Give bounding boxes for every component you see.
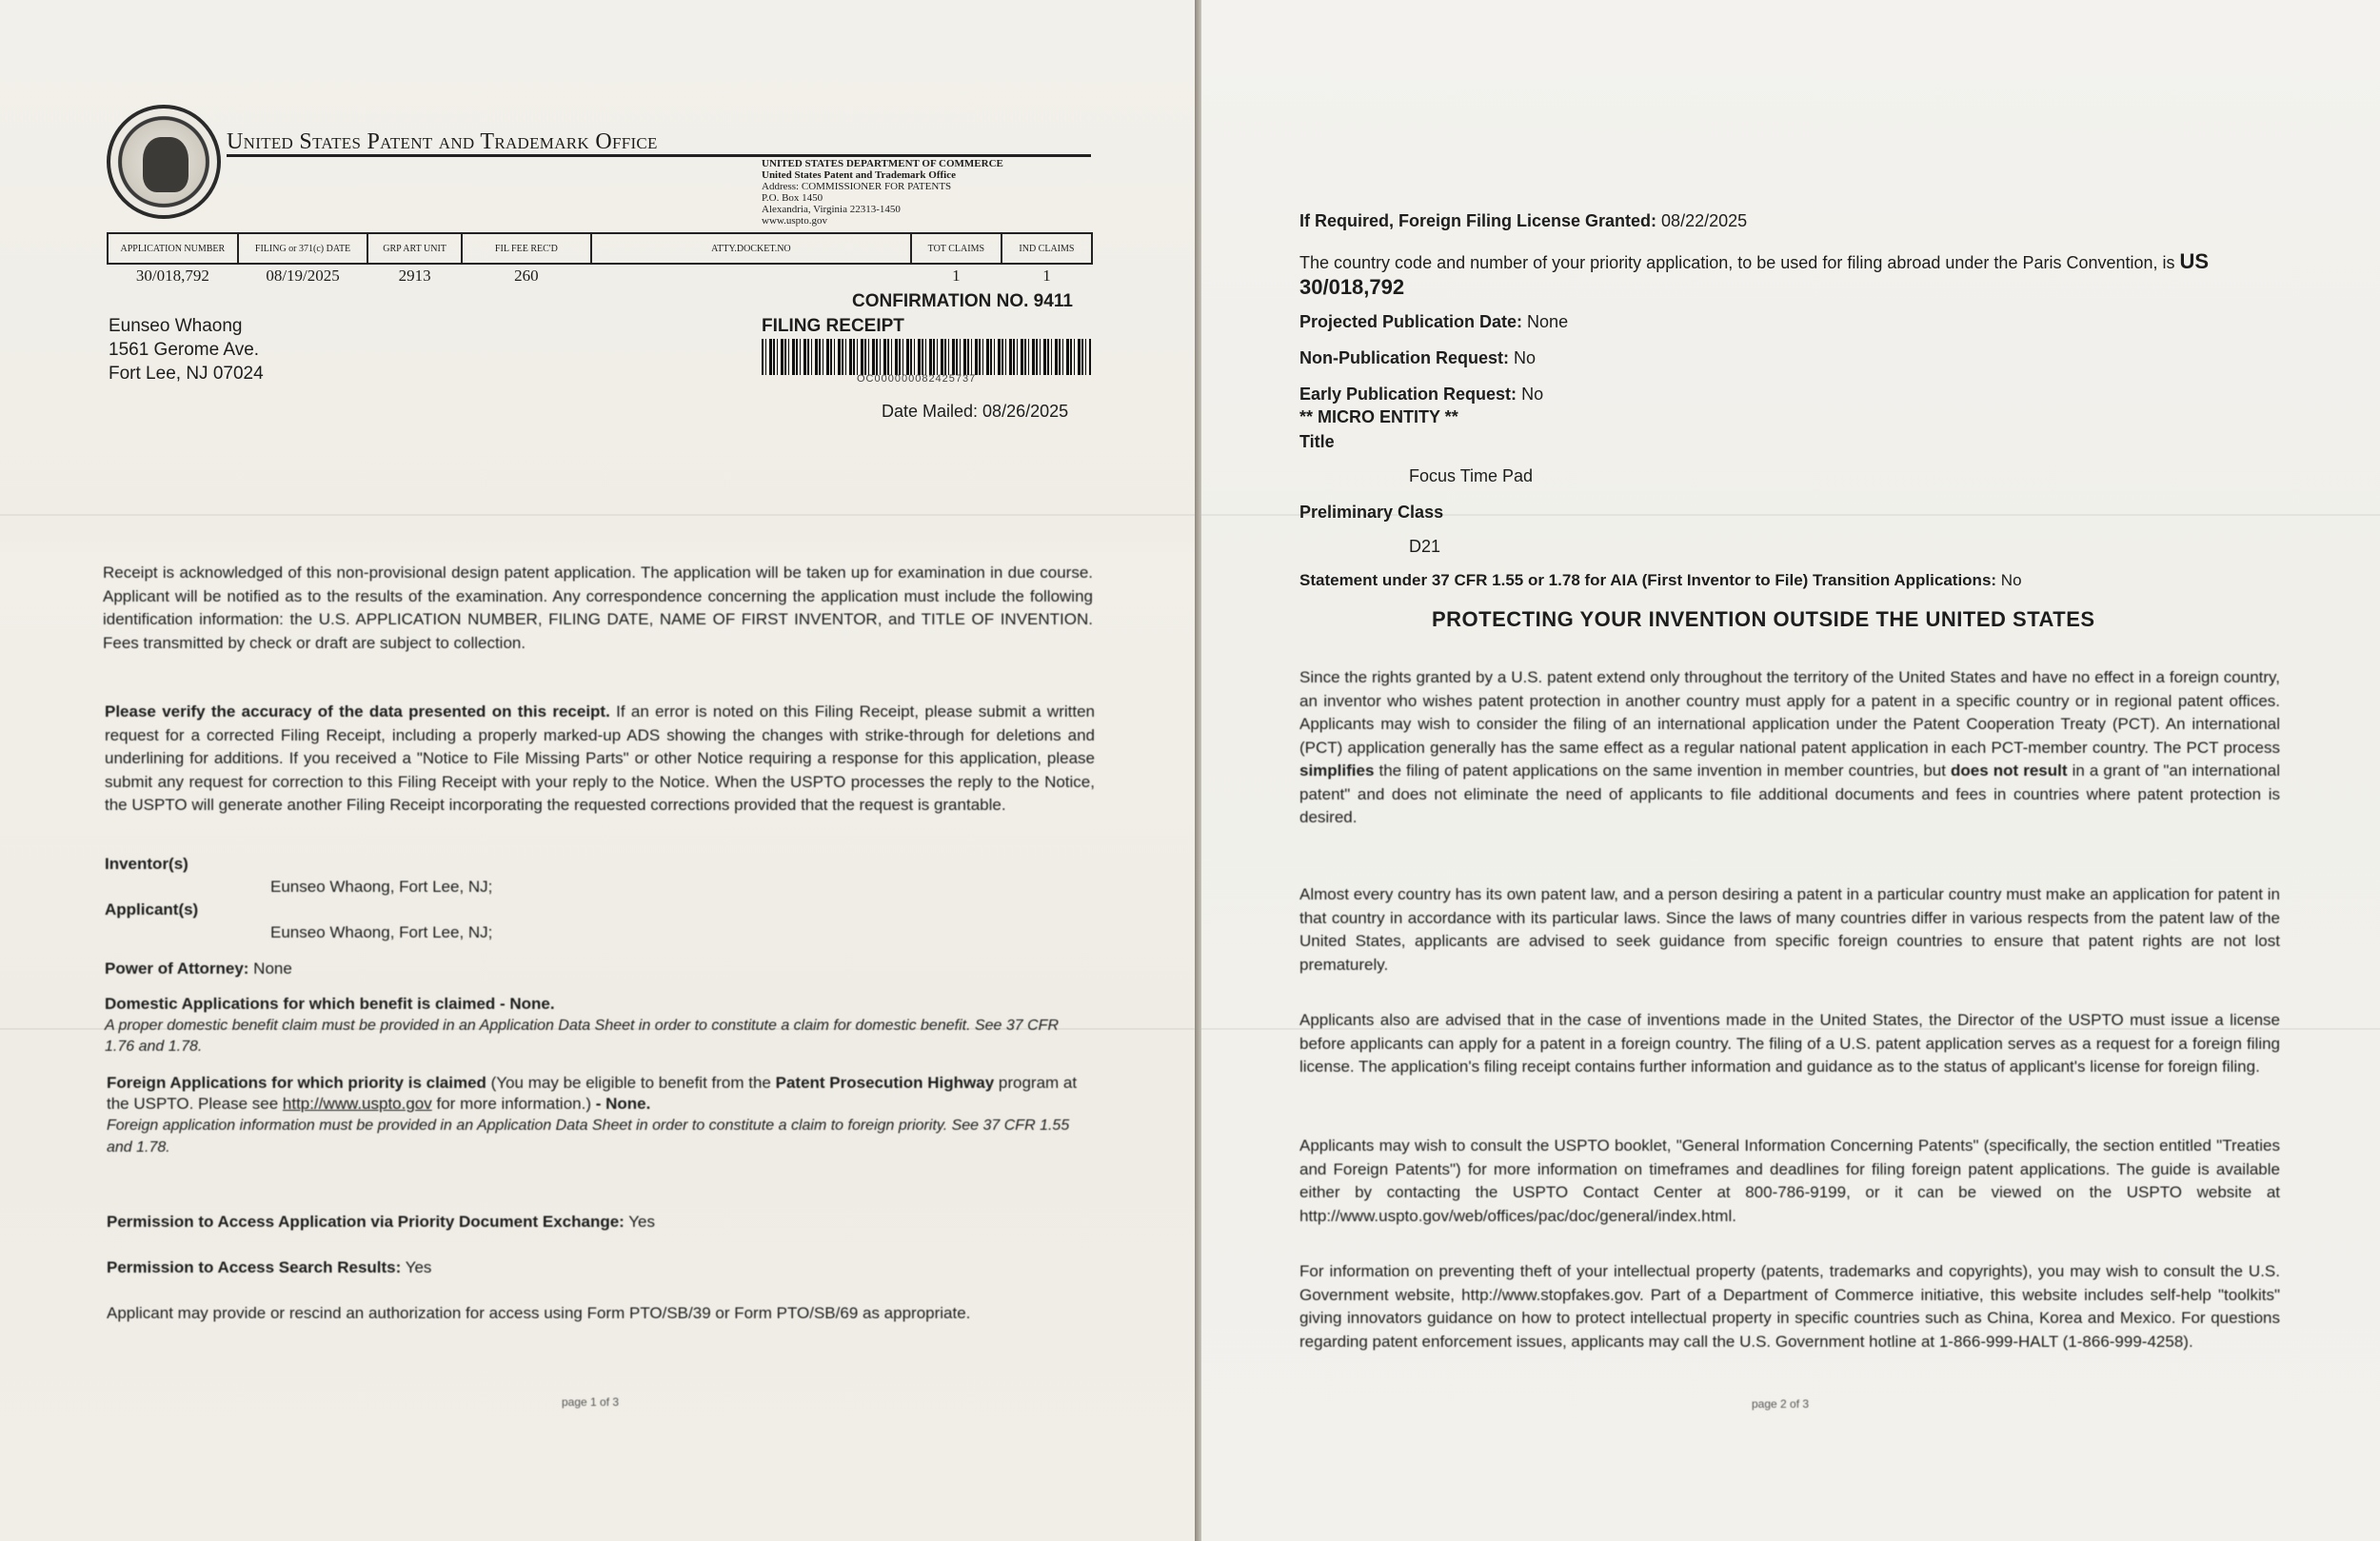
foreign-text: for more information.) xyxy=(431,1095,596,1113)
dept-line: UNITED STATES DEPARTMENT OF COMMERCE xyxy=(762,158,1003,169)
search-results-permission xyxy=(107,1258,431,1277)
micro-entity-label: ** MICRO ENTITY ** xyxy=(1299,407,1458,426)
foreign-protection-paragraph xyxy=(1299,666,2280,830)
table-header: ATTY.DOCKET.NO xyxy=(591,233,911,264)
title-rule xyxy=(227,154,1091,157)
paper-fold xyxy=(0,514,1195,516)
barcode-number: OC000000082425737 xyxy=(857,373,977,385)
table-header: FIL FEE REC'D xyxy=(462,233,591,264)
foreign-label: Foreign Applications for which priority is claimed xyxy=(107,1074,486,1092)
foreign-none: - None. xyxy=(595,1095,651,1113)
applicant-value: Eunseo Whaong, Fort Lee, NJ; xyxy=(270,923,493,941)
aia-statement xyxy=(1299,571,2022,590)
address-line: Fort Lee, NJ 07024 xyxy=(109,364,264,384)
address-line: Eunseo Whaong xyxy=(109,316,243,336)
power-of-attorney xyxy=(105,959,292,978)
table-header: GRP ART UNIT xyxy=(367,233,461,264)
dept-line: United States Patent and Trademark Office xyxy=(762,169,956,181)
authorization-text: Applicant may provide or rescind an authorization for access using Form PTO/SB/39 or Form PTO/SB/69 as appropriate. xyxy=(107,1304,971,1322)
table-header: TOT CLAIMS xyxy=(911,233,1002,264)
ppd-label: Projected Publication Date: xyxy=(1299,312,1523,331)
npr-label: Non-Publication Request: xyxy=(1299,348,1509,367)
table-cell: 2913 xyxy=(398,267,431,285)
rp1-bold: does not result xyxy=(1951,761,2068,780)
poa-label: Power of Attorney: xyxy=(105,959,249,978)
verify-paragraph xyxy=(105,701,1095,818)
npr-value: No xyxy=(1509,348,1537,367)
projected-publication xyxy=(1299,312,1568,332)
verify-rest: If an error is noted on this Filing Receipt, please submit a written request for a corrected Filing Receipt, including a properly marked-up ADS showing the changes with strike-through for deletions and underlining for additions. If you received a "Notice to File Missing Parts" or other Notice requiring a response for this application, please submit any request for correction to this Filing Receipt with your reply to the Notice. When the USPTO processes the reply to the Notice, the USPTO will generate another Filing Receipt incorporating the requested corrections provided that the request is grantable. xyxy=(105,702,1095,814)
foreign-text: program at the USPTO. Please see xyxy=(107,1074,1078,1113)
pde-label: Permission to Access Application via Priority Document Exchange: xyxy=(107,1213,625,1231)
foreign-applications xyxy=(107,1073,1097,1158)
early-publication-request xyxy=(1299,385,1543,405)
page-gutter xyxy=(1195,0,1201,1541)
micro-entity xyxy=(1299,407,1458,427)
class-label-text: Preliminary Class xyxy=(1299,503,1444,522)
office-title: United States Patent and Trademark Office xyxy=(227,129,658,154)
date-mailed: Date Mailed: 08/26/2025 xyxy=(882,402,1069,421)
poa-value: None xyxy=(248,959,292,978)
patent-law-paragraph: Almost every country has its own patent law, and a person desiring a patent in a particular country must make an application for patent in that country in accordance with its particular laws. Since the laws of many countries differ in various respects from the patent law of the United States, applicants are advised to seek guidance from specific foreign countries to ensure that patent rights are not lost prematurely. xyxy=(1299,885,2280,974)
priority-document-exchange xyxy=(107,1213,655,1232)
filing-receipt-heading: FILING RECEIPT xyxy=(762,316,904,336)
rp1-text: in a grant of "an international patent" and does not eliminate the need of applicants to file additional documents and fees in countries where patent protection is desired. xyxy=(1299,761,2280,826)
foreign-text: (You may be eligible to benefit from the xyxy=(486,1074,776,1092)
table-cell: 1 xyxy=(1042,267,1051,285)
pde-value: Yes xyxy=(624,1213,655,1231)
table-header: APPLICATION NUMBER xyxy=(108,233,238,264)
table-header: FILING or 371(c) DATE xyxy=(238,233,368,264)
confirmation-number: CONFIRMATION NO. 9411 xyxy=(852,291,1073,311)
table-cell: 08/19/2025 xyxy=(266,267,340,285)
title-label xyxy=(1299,432,1335,452)
epr-label: Early Publication Request: xyxy=(1299,385,1517,404)
barcode-icon xyxy=(762,339,1091,375)
epr-value: No xyxy=(1517,385,1544,404)
ppd-value: None xyxy=(1522,312,1569,331)
department-address xyxy=(762,158,1003,227)
domestic-label: Domestic Applications for which benefit is claimed - None. xyxy=(105,995,555,1013)
section-heading: PROTECTING YOUR INVENTION OUTSIDE THE UNITED STATES xyxy=(1432,607,2095,631)
dept-line: Address: COMMISSIONER FOR PATENTS xyxy=(762,181,952,192)
uspto-link[interactable]: http://www.uspto.gov xyxy=(282,1095,432,1113)
table-cell: 30/018,792 xyxy=(135,267,209,285)
rp1-bold: simplifies xyxy=(1299,761,1375,780)
table-cell: 1 xyxy=(952,267,961,285)
ffl-value: 08/22/2025 xyxy=(1656,211,1748,230)
patent-prosecution-highway: Patent Prosecution Highway xyxy=(775,1074,995,1092)
dept-line: P.O. Box 1450 xyxy=(762,192,823,204)
foreign-note: Foreign application information must be provided in an Application Data Sheet in order to constitute a claim to foreign priority. See 37 CFR 1.55 and 1.78. xyxy=(107,1117,1070,1156)
table-cell xyxy=(591,264,911,286)
table-cell: 260 xyxy=(514,267,539,285)
application-info-table xyxy=(107,232,1093,286)
verify-bold: Please verify the accuracy of the data presented on this receipt. xyxy=(105,702,610,721)
aia-label: Statement under 37 CFR 1.55 or 1.78 for AIA (First Inventor to File) Transition Applications: xyxy=(1299,571,1997,589)
foreign-filing-license xyxy=(1299,211,1747,231)
priority-number: US 30/018,792 xyxy=(1299,249,2210,299)
mailing-address xyxy=(109,314,264,385)
inventor-value: Eunseo Whaong, Fort Lee, NJ; xyxy=(270,878,493,896)
dept-line: www.uspto.gov xyxy=(762,215,827,227)
rp1-text: Since the rights granted by a U.S. patent extend only throughout the territory of the United States and have no effect in a foreign country, an inventor who wishes patent protection in another country must apply for a patent in a specific country or in regional patent offices. Applicants may wish to consider the filing of an international application under the Patent Cooperation Treaty (PCT). An international (PCT) application generally has the same effect as a regular national patent application in each PCT-member country. The PCT process xyxy=(1299,668,2280,757)
receipt-paragraph: Receipt is acknowledged of this non-provisional design patent application. The application will be taken up for examination in due course. Applicant will be notified as to the results of the examination. Any correspondence concerning the application must include the following identification information: the U.S. APPLICATION NUMBER, FILING DATE, NAME OF FIRST INVENTOR, and TITLE OF INVENTION. Fees transmitted by check or draft are subject to collection. xyxy=(103,563,1093,652)
page-number: page 1 of 3 xyxy=(562,1395,620,1409)
license-paragraph: Applicants also are advised that in the case of inventions made in the United States, the Director of the USPTO must issue a license before applicants can apply for a patent in a foreign country. The filing of a U.S. patent application serves as a request for a foreign filing license. The application's filing receipt contains further information and guidance as to the status of applicant's license for foreign filing. xyxy=(1299,1011,2280,1076)
priority-text: The country code and number of your priority application, to be used for filing abroad under the Paris Convention, is xyxy=(1299,253,2175,272)
applicant-label: Applicant(s) xyxy=(105,900,199,919)
title-label-text: Title xyxy=(1299,432,1335,451)
stopfakes-paragraph: For information on preventing theft of your intellectual property (patents, trademarks and copyrights), you may wish to consult the U.S. Government website, http://www.stopfakes.gov. Part of a Department of Commerce initiative, this website includes self-help "toolkits" giving innovators guidance on how to protect intellectual property in specific countries such as China, Korea and Mexico. For questions regarding patent enforcement issues, applicants may call the U.S. Government hotline at 1-866-999-HALT (1-866-999-4258). xyxy=(1299,1262,2280,1351)
non-publication-request xyxy=(1299,348,1536,368)
rp1-text: the filing of patent applications on the same invention in member countries, but xyxy=(1374,761,1952,780)
ffl-label: If Required, Foreign Filing License Granted: xyxy=(1299,211,1657,230)
psr-label: Permission to Access Search Results: xyxy=(107,1258,402,1276)
aia-value: No xyxy=(1996,571,2022,589)
class-label xyxy=(1299,503,1443,523)
inventor-label: Inventor(s) xyxy=(105,855,188,873)
uspto-seal-icon xyxy=(107,105,221,219)
address-line: 1561 Gerome Ave. xyxy=(109,340,260,360)
psr-value: Yes xyxy=(401,1258,432,1276)
page-number: page 2 of 3 xyxy=(1752,1397,1810,1411)
dept-line: Alexandria, Virginia 22313-1450 xyxy=(762,204,901,215)
class-value: D21 xyxy=(1409,537,1441,556)
booklet-paragraph: Applicants may wish to consult the USPTO booklet, "General Information Concerning Patents" (specifically, the section entitled "Treaties and Foreign Patents") for more information on timeframes and deadlines for filing foreign patent applications. The guide is available either by contacting the USPTO Contact Center at 800-786-9199, or it can be viewed on the USPTO website at http://www.uspto.gov/web/offices/pac/doc/general/index.html. xyxy=(1299,1136,2280,1225)
domestic-note: A proper domestic benefit claim must be provided in an Application Data Sheet in order to constitute a claim for domestic benefit. See 37 CFR 1.76 and 1.78. xyxy=(105,1017,1059,1055)
title-value: Focus Time Pad xyxy=(1409,466,1534,485)
priority-application xyxy=(1299,249,2280,301)
table-header: IND CLAIMS xyxy=(1002,233,1092,264)
